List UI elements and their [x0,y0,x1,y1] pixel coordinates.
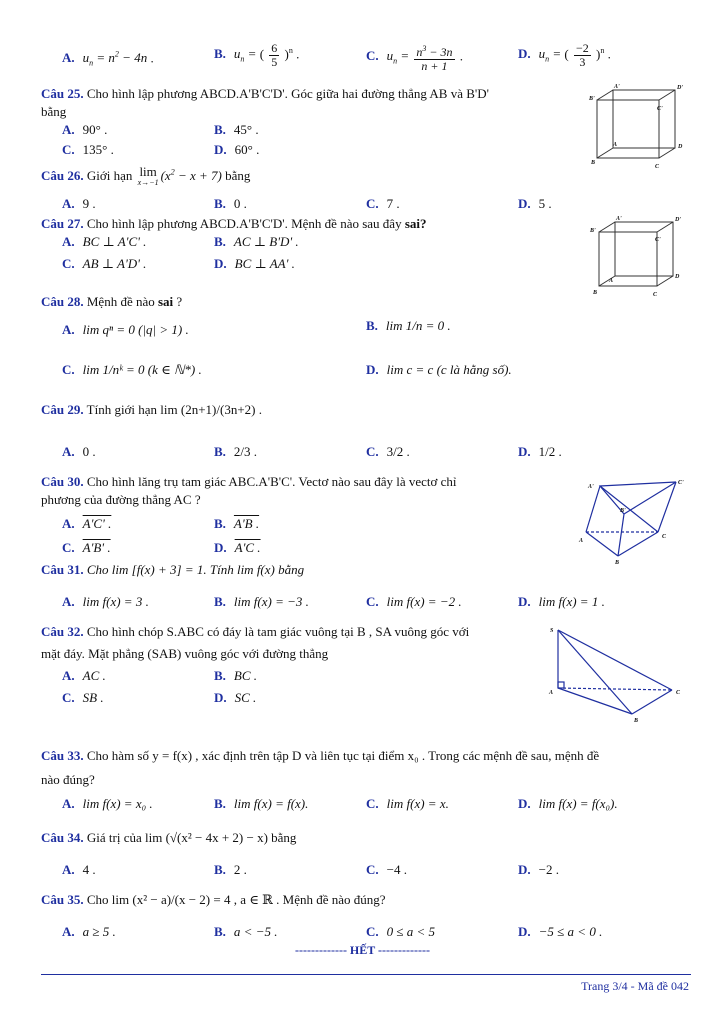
q27-stem: Câu 27. Cho hình lập phương ABCD.A'B'C'D'. Mệnh đề nào sau đây sai? [41,216,427,231]
q25-option-c: C. 135° . [62,142,114,157]
q30-option-c: C. A'B' . [62,540,111,555]
q24-option-b: B. $u_n$ = ( $\frac{6}{5}$ )$^n$ . [214,41,300,69]
svg-text:A: A [609,278,614,284]
q35-stem: Câu 35. Cho lim (x² − a)/(x − 2) = 4 , a ∈ ℝ . Mệnh đề nào đúng? [41,892,386,907]
svg-text:B: B [615,560,620,566]
svg-text:B': B' [620,508,626,514]
svg-text:C: C [653,292,658,298]
q29-stem: Câu 29. Tính giới hạn lim (2n+1)/(3n+2) . [41,402,262,417]
q35-option-d: D. −5 ≤ a < 0 . [518,924,603,939]
q25-option-a: A. 90° . [62,122,108,137]
q27-option-a: A. BC ⊥ A'C' . [62,234,147,249]
q27-option-b: B. AC ⊥ B'D' . [214,234,299,249]
svg-text:B: B [593,290,598,296]
q30-option-d: D. A'C . [214,540,261,555]
svg-text:A': A' [588,484,594,490]
q25-option-b: B. 45° . [214,122,259,137]
prism-figure-q30 [578,474,690,568]
q32-option-b: B. BC . [214,668,258,683]
svg-text:D': D' [677,85,683,91]
q35-option-a: A. a ≥ 5 . [62,924,116,939]
q34-option-b: B. 2 . [214,862,247,877]
svg-text:C': C' [657,106,663,112]
q34-stem: Câu 34. Giá trị của lim (√(x² − 4x + 2) − x) bằng [41,830,297,845]
svg-text:C': C' [678,480,684,486]
q34-option-a: A. 4 . [62,862,96,877]
q30-option-b: B. A'B . [214,516,260,531]
end-mark: ------------- HẾT ------------- [294,943,431,957]
q28-option-d: D. lim c = c (c là hằng số). [366,362,512,377]
q26-option-a: A. 9 . [62,196,96,211]
svg-text:C: C [662,534,667,540]
q31-option-b: B. lim f(x) = −3 . [214,594,309,609]
q34-option-c: C. −4 . [366,862,407,877]
q24-option-a: A. $u_n = n^2 - 4n$ . [62,50,154,68]
svg-text:A: A [549,690,554,696]
q27-option-d: D. BC ⊥ AA' . [214,256,295,271]
q32-stem-2: mặt đáy. Mặt phẳng (SAB) vuông góc với đường thẳng [41,646,329,661]
cube-figure-q25 [585,82,690,172]
svg-text:A': A' [616,216,622,222]
q28-option-c: C. lim 1/nᵏ = 0 (k ∈ ℕ*) . [62,362,202,377]
q26-option-c: C. 7 . [366,196,400,211]
svg-text:C': C' [655,237,661,243]
q32-stem: Câu 32. Cho hình chóp S.ABC có đáy là tam giác vuông tại B , SA vuông góc với [41,624,470,639]
svg-text:B: B [591,160,596,166]
svg-text:S: S [550,628,554,634]
q31-option-a: A. lim f(x) = 3 . [62,594,149,609]
q30-stem: Câu 30. Cho hình lăng trụ tam giác ABC.A'B'C'. Vectơ nào sau đây là vectơ chỉ [41,474,457,489]
svg-text:D: D [675,274,680,280]
q27-option-c: C. AB ⊥ A'D' . [62,256,147,271]
q26-stem: Câu 26. Giới hạn lim x→−1 $(x^2 - x + 7)$ bằng [41,164,251,187]
pyramid-figure-q32 [544,624,692,724]
q29-option-d: D. 1/2 . [518,444,562,459]
q29-option-a: A. 0 . [62,444,96,459]
svg-text:D: D [678,144,683,150]
q33-option-a: A. lim f(x) = x₀ . [62,796,153,811]
q35-option-b: B. a < −5 . [214,924,278,939]
svg-text:A: A [579,538,584,544]
q34-option-d: D. −2 . [518,862,559,877]
q31-option-c: C. lim f(x) = −2 . [366,594,462,609]
svg-text:D': D' [675,217,681,223]
q26-option-b: B. 0 . [214,196,247,211]
svg-text:B': B' [589,96,595,102]
q25-option-d: D. 60° . [214,142,260,157]
q32-option-c: C. SB . [62,690,104,705]
q25-stem-2: bằng [41,104,67,119]
svg-text:C: C [655,164,660,170]
q35-option-c: C. 0 ≤ a < 5 [366,924,436,939]
page-footer: Trang 3/4 - Mã đề 042 [581,979,689,993]
q33-stem: Câu 33. Cho hàm số y = f(x) , xác định trên tập D và liên tục tại điểm x₀ . Trong các mệnh đề sau, mệnh đề [41,748,600,763]
q32-option-d: D. SC . [214,690,257,705]
q24-option-c: C. $u_n$ = $\frac{n^3 - 3n}{n + 1}$ . [366,44,464,73]
q29-option-c: C. 3/2 . [366,444,410,459]
svg-text:C: C [676,690,681,696]
q28-option-a: A. lim qⁿ = 0 (|q| > 1) . [62,322,189,337]
cube-figure-q27 [585,214,690,298]
q32-option-a: A. AC . [62,668,106,683]
svg-text:A': A' [614,84,620,90]
svg-text:B': B' [590,228,596,234]
q30-option-a: A. A'C' . [62,516,112,531]
q28-option-b: B. lim 1/n = 0 . [366,318,451,333]
q25-stem: Câu 25. Cho hình lập phương ABCD.A'B'C'D'. Góc giữa hai đường thẳng AB và B'D' [41,86,489,101]
q24-option-d: D. $u_n$ = ( $\frac{-2}{3}$ )$^n$ . [518,41,611,69]
q31-option-d: D. lim f(x) = 1 . [518,594,605,609]
footer-divider [41,974,691,975]
q28-stem: Câu 28. Mệnh đề nào sai ? [41,294,183,309]
q30-stem-2: phương của đường thẳng AC ? [41,492,201,507]
svg-text:B: B [634,718,639,724]
q31-stem: Câu 31. Cho lim [f(x) + 3] = 1. Tính lim f(x) bằng [41,562,305,577]
q33-option-d: D. lim f(x) = f(x₀). [518,796,618,811]
svg-text:A: A [613,142,618,148]
q33-option-c: C. lim f(x) = x. [366,796,449,811]
q33-stem-2: nào đúng? [41,772,95,787]
q33-option-b: B. lim f(x) = f(x). [214,796,309,811]
q29-option-b: B. 2/3 . [214,444,258,459]
q26-option-d: D. 5 . [518,196,552,211]
